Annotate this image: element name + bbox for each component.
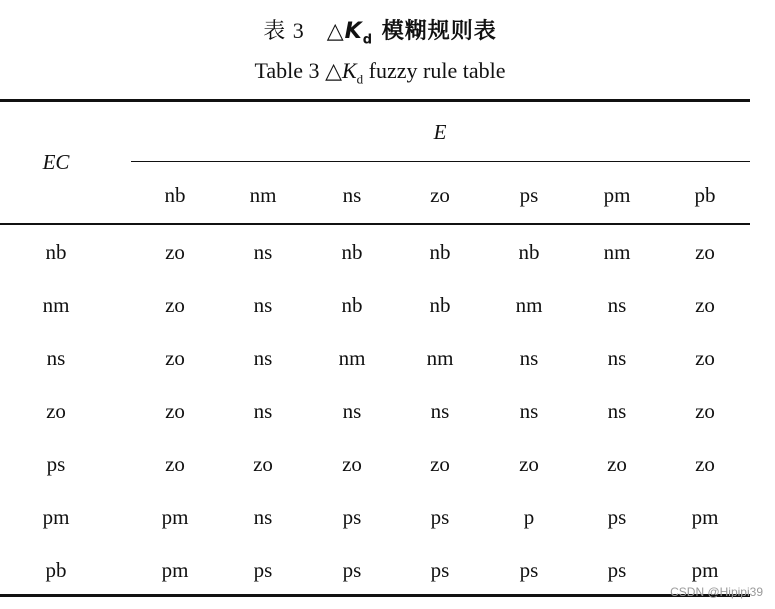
table-cell: nb [341,293,363,317]
table-cell: zo [253,452,273,476]
row-label: nm [42,293,70,317]
table-cell: ps [607,558,627,582]
table-cell: nm [515,293,543,317]
table-cell: zo [165,399,185,423]
table-cell: ns [607,399,627,423]
table-cell: zo [165,240,185,264]
title-cn-symbol-text: △K [326,19,363,44]
top-rule [0,99,750,102]
table-cell: ps [342,505,362,529]
table-cell: ns [519,399,539,423]
table-cell: pm [691,505,719,529]
table-cell: zo [165,346,185,370]
table-cell: nm [338,346,366,370]
table-cell: ns [430,399,450,423]
table-cell: nb [429,293,451,317]
column-group-label: E [433,120,447,144]
table-cell: nm [426,346,454,370]
table-cell: ns [253,505,273,529]
table-cell: zo [695,240,715,264]
row-label: nb [45,240,67,264]
table-cell: zo [165,452,185,476]
table-cell: zo [519,452,539,476]
table-cell: zo [695,293,715,317]
table-cell: zo [695,452,715,476]
title-cn-subscript: d [362,32,374,48]
table-cell: ns [253,346,273,370]
table-title-english [0,58,760,87]
title-en-subscript: d [356,71,364,87]
row-label: pm [42,505,70,529]
title-en-symbol [325,58,364,87]
table-cell: ns [253,399,273,423]
table-cell: ns [253,240,273,264]
column-header: ps [519,183,539,207]
table-cell: zo [695,399,715,423]
table-cell: ns [253,293,273,317]
column-header: pm [603,183,631,207]
table-cell: pm [161,558,189,582]
table-cell: ps [430,558,450,582]
row-label: ns [46,346,66,370]
title-en-symbol-text: △K [325,58,357,83]
column-header: pb [694,183,716,207]
table-cell: zo [607,452,627,476]
row-label: zo [46,399,66,423]
header-rule [0,223,750,225]
column-header: nm [249,183,277,207]
table-cell: ps [607,505,627,529]
column-group-rule [131,161,750,162]
row-header-label: EC [42,150,70,174]
table-cell: nb [341,240,363,264]
title-cn-symbol [326,19,374,48]
table-cell: pm [691,558,719,582]
table-cell: ps [342,558,362,582]
table-cell: zo [430,452,450,476]
row-label: ps [46,452,66,476]
table-cell: nm [603,240,631,264]
bottom-rule [0,594,750,597]
title-cn-prefix: 表 3 [263,18,305,43]
column-header: zo [430,183,450,207]
watermark: CSDN @Hipipi39 [670,585,763,599]
column-header: nb [164,183,186,207]
title-en-prefix: Table 3 [254,58,326,83]
table-cell: ns [607,293,627,317]
table-cell: nb [518,240,540,264]
table-cell: zo [695,346,715,370]
table-cell: ps [253,558,273,582]
table-cell: ps [519,558,539,582]
table-cell: pm [161,505,189,529]
row-label: pb [45,558,67,582]
table-cell: ps [430,505,450,529]
table-cell: nb [429,240,451,264]
table-cell: ns [342,399,362,423]
table-cell: p [523,505,535,529]
title-en-suffix: fuzzy rule table [363,58,506,83]
column-header: ns [342,183,362,207]
table-cell: zo [165,293,185,317]
table-title-chinese [0,14,760,47]
table-cell: ns [607,346,627,370]
title-cn-suffix: 模糊规则表 [381,19,497,44]
table-cell: ns [519,346,539,370]
table-cell: zo [342,452,362,476]
